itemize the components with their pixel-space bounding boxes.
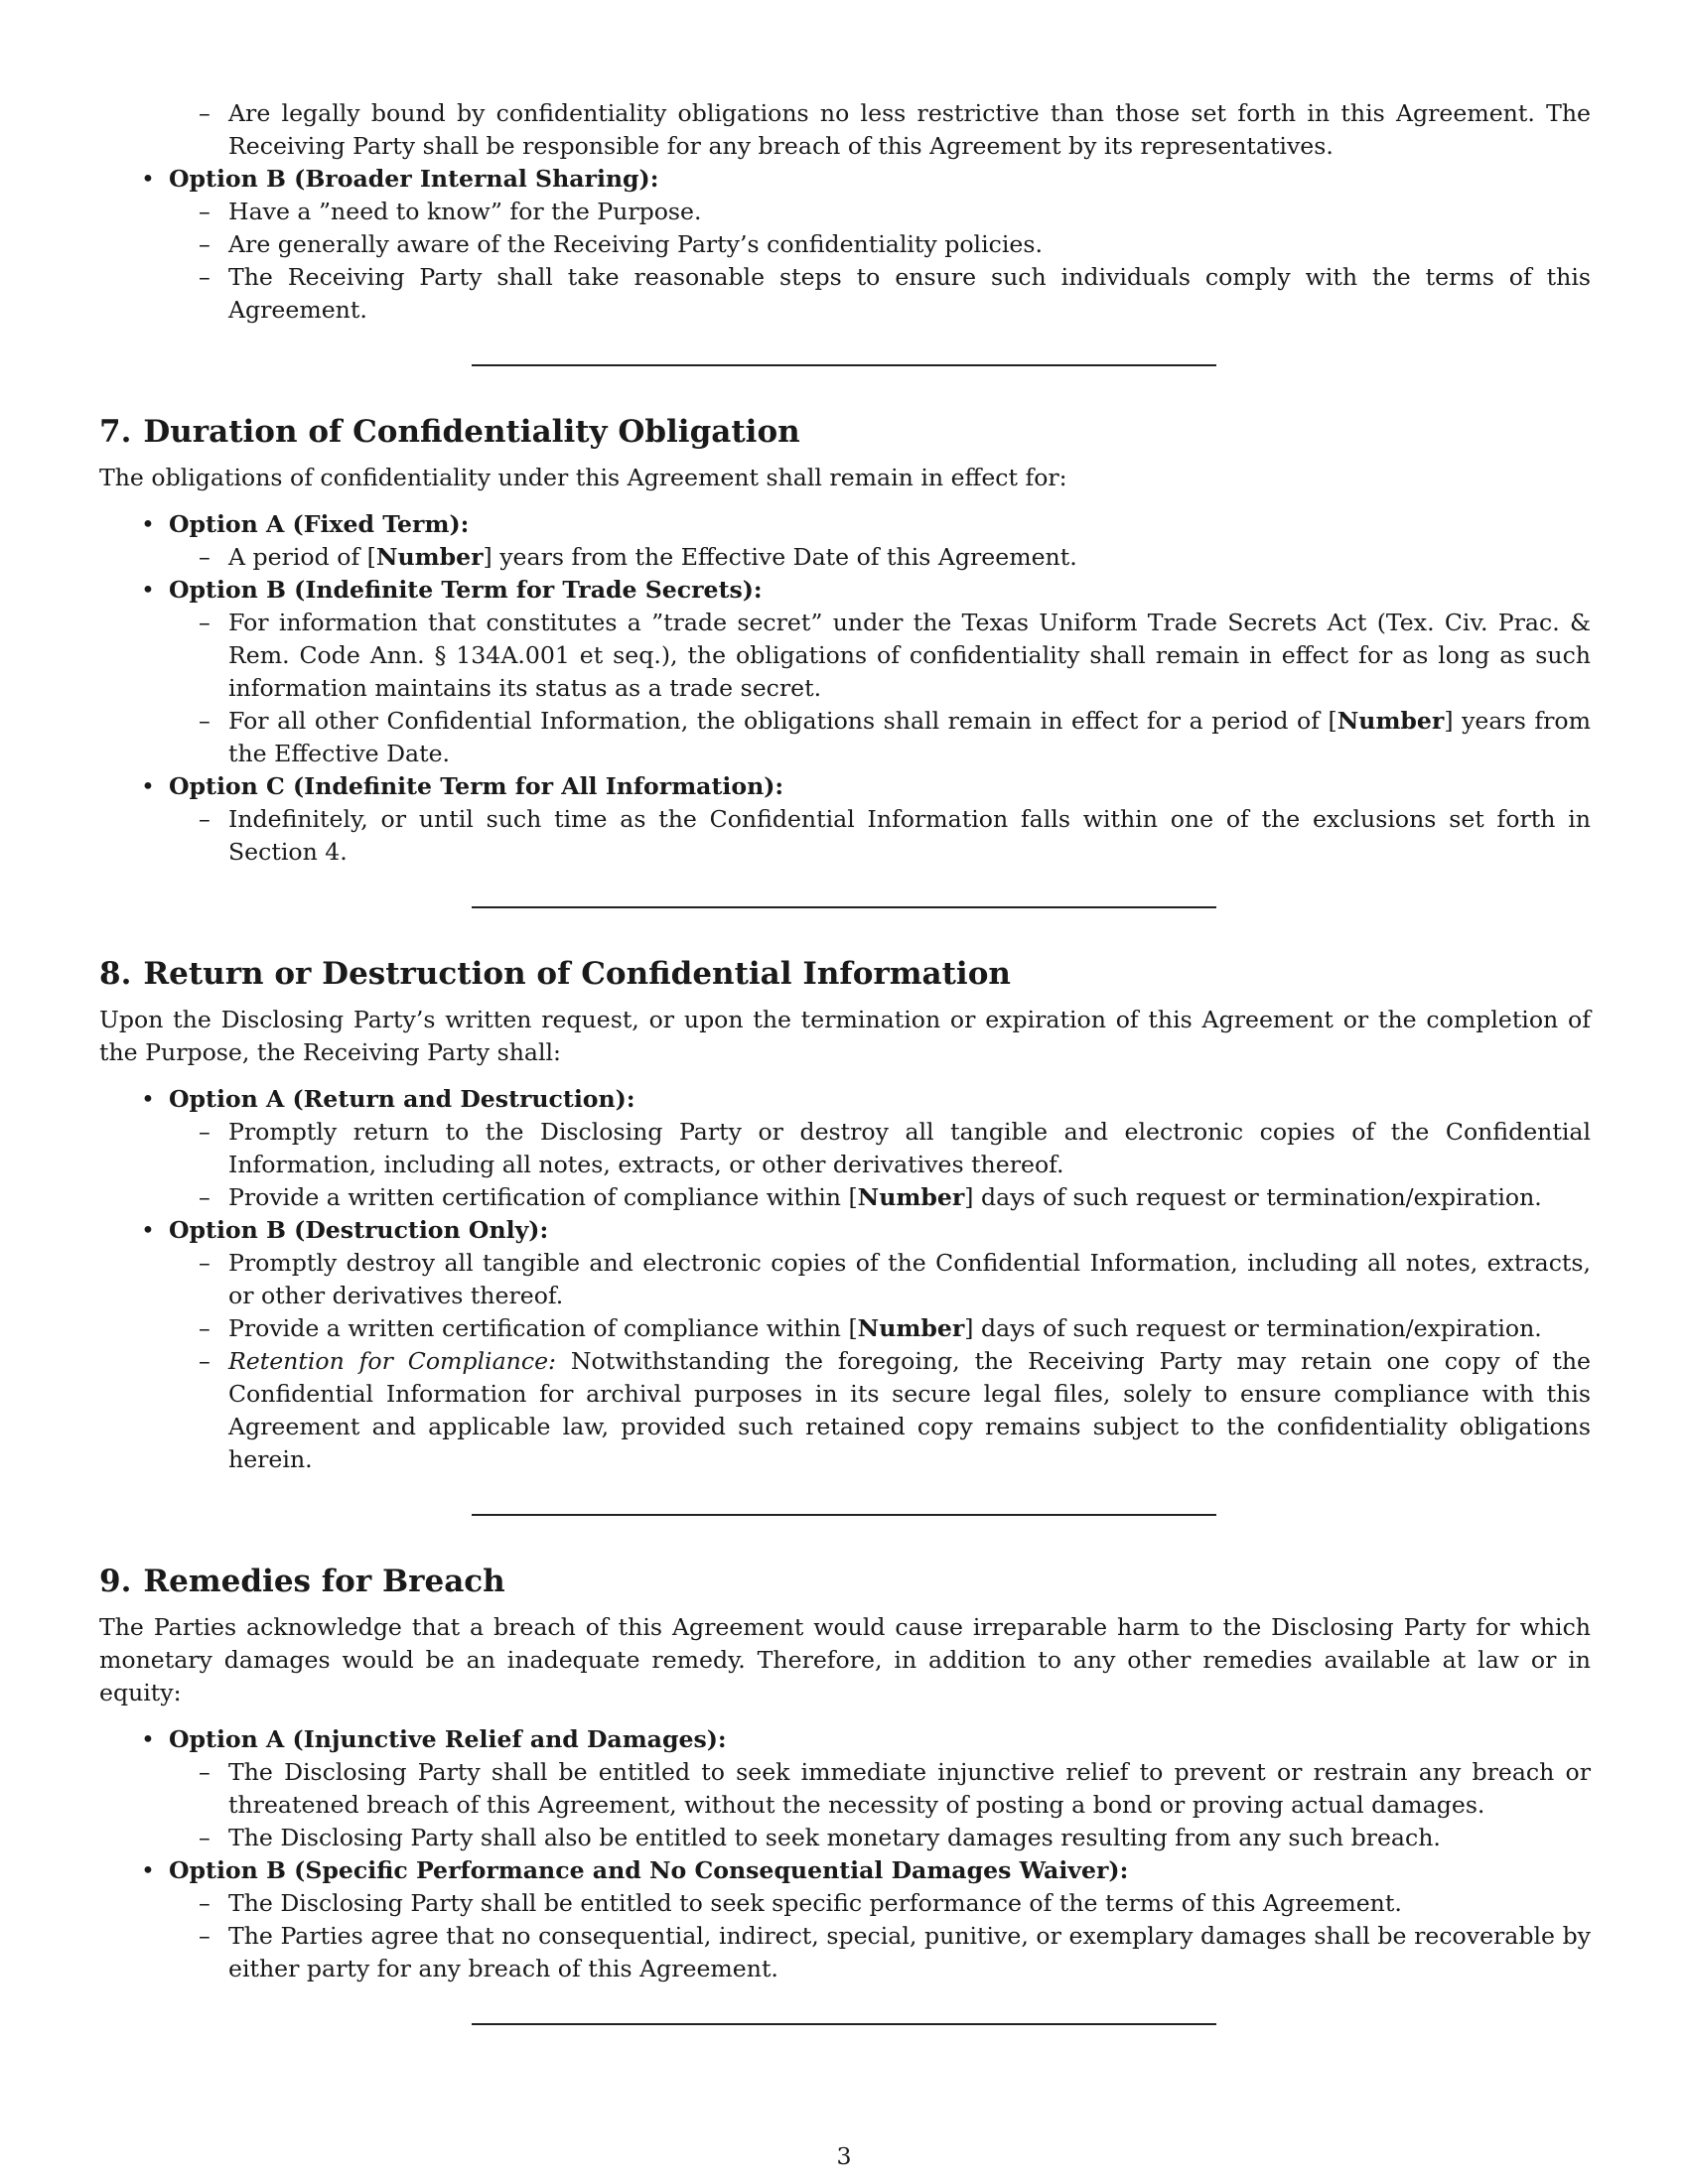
number-placeholder: Number (857, 1314, 965, 1342)
section-divider (472, 2023, 1216, 2025)
list-item: – Promptly return to the Disclosing Party or destroy all tangible and electronic copies of the Confidential Information, including all notes, extracts, or other derivatives thereof. (228, 1116, 1591, 1181)
list-item: – The Parties agree that no consequential, indirect, special, punitive, or exemplary damages shall be recoverable by either party for any breach of this Agreement. (228, 1920, 1591, 1985)
page-number: 3 (836, 2142, 852, 2170)
document-page (99, 97, 1591, 2025)
section-9-intro: The Parties acknowledge that a breach of this Agreement would cause irreparable harm to the Disclosing Party for which monetary damages would be an inadequate remedy. Therefore, in addition to any other remedies available at law or in equity: (99, 1613, 1591, 1706)
option-a-items (169, 1116, 1591, 1214)
section-7-intro: The obligations of confidentiality under this Agreement shall remain in effect for: (99, 464, 1067, 491)
option-b-items (169, 196, 1591, 327)
list-item (228, 1345, 1591, 1476)
section-number: 8. (99, 956, 132, 992)
option-label: Option B (Indefinite Term for Trade Secrets): (169, 576, 763, 604)
section-divider (472, 364, 1216, 366)
option-a-injunctive-relief (169, 1723, 1591, 1854)
text-fragment: ] days of such request or termination/expiration. (964, 1314, 1542, 1342)
option-a-fixed-term (169, 508, 1591, 574)
list-item (228, 1312, 1591, 1345)
text-fragment: Notwithstanding the foregoing, the Receiving Party may retain one copy of the Confidential Information for archival purposes in its secure legal files, solely to ensure compliance with this Agreement and applicable law, provided such retained copy remains subject to the confidentiality obligations herein. (228, 1347, 1591, 1473)
list-item: – Are generally aware of the Receiving Party’s confidentiality policies. (228, 228, 1591, 261)
number-placeholder: Number (1336, 707, 1445, 735)
section-title: Duration of Confidentiality Obligation (143, 414, 800, 450)
number-placeholder: Number (375, 543, 484, 571)
section-divider (472, 1514, 1216, 1516)
section-8-options (99, 1083, 1591, 1476)
option-label: Option B (Destruction Only): (169, 1216, 549, 1244)
list-item: – Indefinitely, or until such time as the Confidential Information falls within one of the exclusions set forth in Section 4. (228, 803, 1591, 869)
option-b-items (169, 1887, 1591, 1985)
list-item (228, 705, 1591, 770)
text-fragment: ] days of such request or termination/expiration. (964, 1183, 1542, 1211)
section-title: Remedies for Breach (143, 1564, 505, 1599)
text-fragment: Provide a written certification of compliance within [ (228, 1314, 858, 1342)
option-label: Option B (Specific Performance and No Consequential Damages Waiver): (169, 1856, 1129, 1884)
option-b-broader-sharing (169, 163, 1591, 327)
option-c-all-information (169, 770, 1591, 869)
option-a-items (169, 1756, 1591, 1854)
list-item: – The Disclosing Party shall be entitled to seek immediate injunctive relief to prevent or restrain any breach or threatened breach of this Agreement, without the necessity of posting a bond or proving actual damages. (228, 1756, 1591, 1822)
list-item: – Are legally bound by confidentiality obligations no less restrictive than those set forth in this Agreement. The Receiving Party shall be responsible for any breach of this Agreement by its representatives. (228, 97, 1591, 163)
option-label: Option B (Broader Internal Sharing): (169, 165, 659, 193)
section-7-heading (99, 412, 1591, 452)
option-label: Option A (Return and Destruction): (169, 1085, 635, 1113)
section-title: Return or Destruction of Confidential Information (143, 956, 1011, 992)
section-9-heading (99, 1562, 1591, 1601)
option-label: Option C (Indefinite Term for All Information): (169, 772, 784, 800)
text-fragment: Provide a written certification of compliance within [ (228, 1183, 858, 1211)
option-b-items (169, 1247, 1591, 1476)
number-placeholder: Number (857, 1183, 965, 1211)
list-item: – The Disclosing Party shall be entitled to seek specific performance of the terms of this Agreement. (228, 1887, 1591, 1920)
list-item: – The Receiving Party shall take reasonable steps to ensure such individuals comply with the terms of this Agreement. (228, 261, 1591, 327)
section-7-options (99, 508, 1591, 869)
section-number: 9. (99, 1564, 132, 1599)
section-8-intro: Upon the Disclosing Party’s written request, or upon the termination or expiration of this Agreement or the completion of the Purpose, the Receiving Party shall: (99, 1006, 1591, 1066)
option-b-specific-performance (169, 1854, 1591, 1985)
text-fragment: ] years from the Effective Date. (228, 707, 1591, 767)
list-item (228, 541, 1591, 574)
option-a-items (169, 541, 1591, 574)
list-item: – The Disclosing Party shall also be entitled to seek monetary damages resulting from any such breach. (228, 1822, 1591, 1854)
section-divider (472, 906, 1216, 908)
option-b-destruction-only (169, 1214, 1591, 1476)
section-8-heading (99, 954, 1591, 994)
carryover-list (99, 97, 1591, 163)
option-c-items (169, 803, 1591, 869)
list-item (228, 1181, 1591, 1214)
text-fragment: ] years from the Effective Date of this Agreement. (483, 543, 1077, 571)
option-label: Option A (Fixed Term): (169, 510, 470, 538)
list-item: – For information that constitutes a ”trade secret” under the Texas Uniform Trade Secrets Act (Tex. Civ. Prac. & Rem. Code Ann. § 134A.001 et seq.), the obligations of confidentiality shall remain in effect for as long as such information maintains its status as a trade secret. (228, 607, 1591, 705)
option-b-items (169, 607, 1591, 770)
option-b-trade-secrets (169, 574, 1591, 770)
section-9-options (99, 1723, 1591, 1985)
retention-label: Retention for Compliance: (228, 1347, 556, 1375)
option-a-return-destruction (169, 1083, 1591, 1214)
text-fragment: A period of [ (228, 543, 376, 571)
text-fragment: For all other Confidential Information, the obligations shall remain in effect for a period of [ (228, 707, 1337, 735)
carryover-options (99, 163, 1591, 327)
section-number: 7. (99, 414, 132, 450)
list-item: – Have a ”need to know” for the Purpose. (228, 196, 1591, 228)
option-label: Option A (Injunctive Relief and Damages): (169, 1725, 727, 1753)
list-item: – Promptly destroy all tangible and electronic copies of the Confidential Information, including all notes, extracts, or other derivatives thereof. (228, 1247, 1591, 1312)
